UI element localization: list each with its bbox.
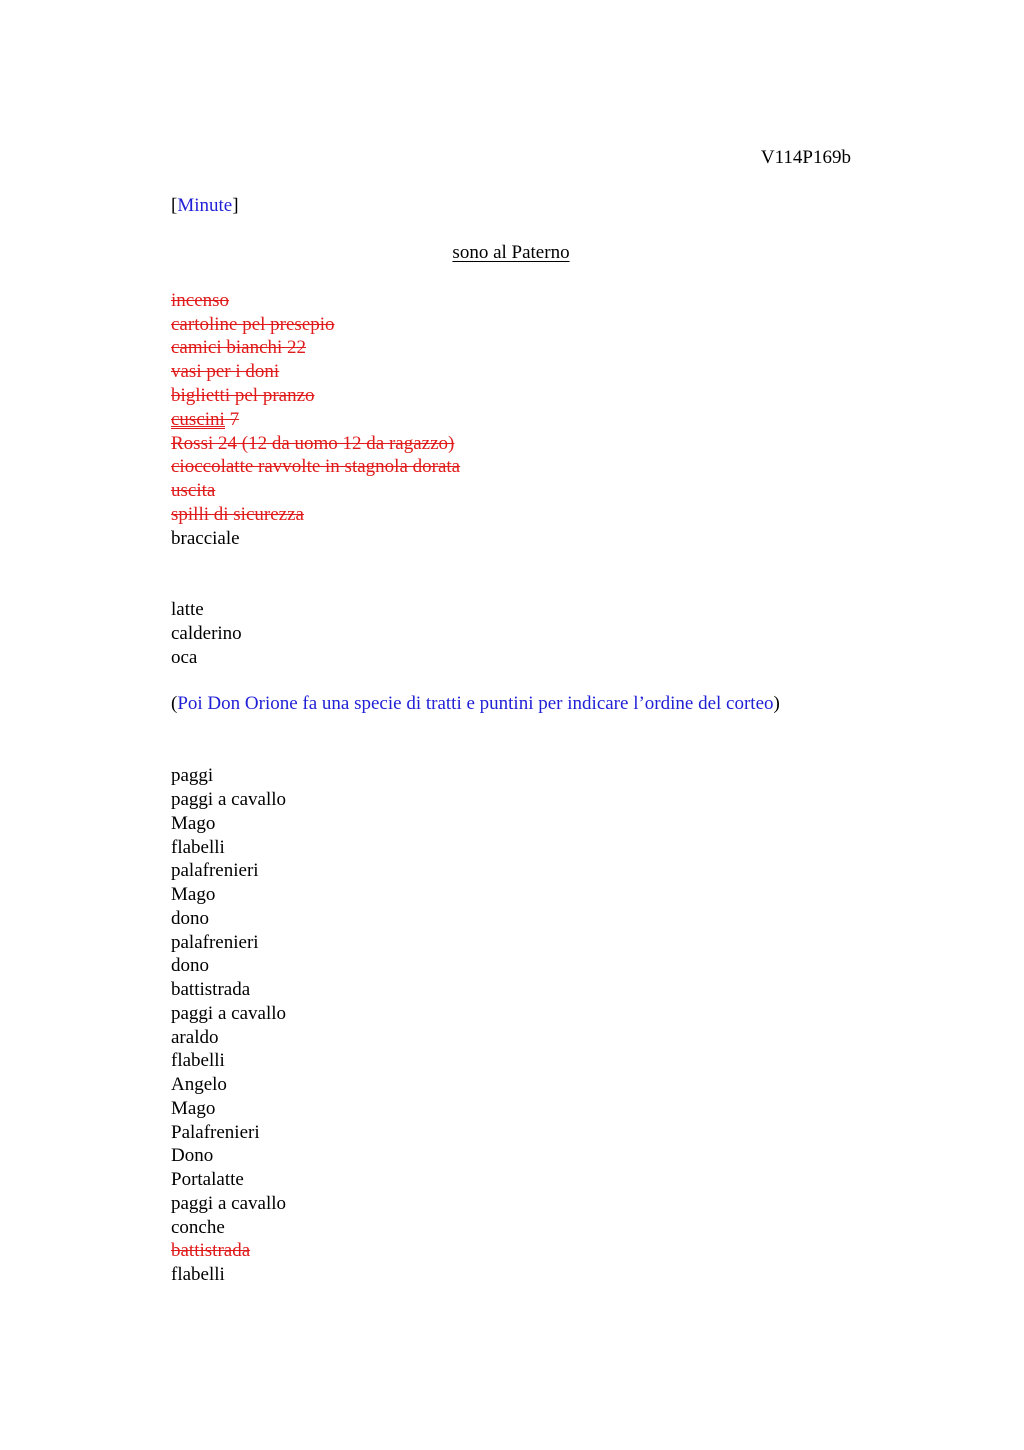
procession-item: dono — [171, 908, 209, 929]
procession-item: paggi a cavallo — [171, 1193, 287, 1214]
list-item-struck: incenso — [171, 290, 230, 311]
procession-item: Palafrenieri — [171, 1122, 260, 1143]
list-item-struck: Rossi 24 (12 da uomo 12 da ragazzo) — [171, 433, 455, 454]
procession-item: battistrada — [171, 979, 251, 1000]
list-item-struck: cartoline pel presepio — [171, 314, 335, 335]
editorial-note: (Poi Don Orione fa una specie di tratti e puntini per indicare l’ordine del corteo) — [171, 693, 780, 714]
list-item-struck: uscita — [171, 480, 216, 501]
procession-item: Mago — [171, 884, 216, 905]
procession-item: Dono — [171, 1145, 214, 1166]
list-item: oca — [171, 647, 198, 668]
procession-item: Angelo — [171, 1074, 227, 1095]
procession-item: paggi — [171, 765, 214, 786]
minute-label-text: Minute — [177, 195, 233, 216]
procession-item: paggi a cavallo — [171, 789, 287, 810]
editorial-note-text: Poi Don Orione fa una specie di tratti e puntini per indicare l’ordine del corteo — [177, 693, 774, 714]
procession-item: conche — [171, 1217, 225, 1238]
procession-item: paggi a cavallo — [171, 1003, 287, 1024]
procession-item: palafrenieri — [171, 860, 259, 881]
procession-item: palafrenieri — [171, 932, 259, 953]
procession-item: flabelli — [171, 837, 225, 858]
list-item-struck: cioccolatte ravvolte in stagnola dorata — [171, 456, 461, 477]
procession-item: flabelli — [171, 1050, 225, 1071]
procession-item: flabelli — [171, 1264, 225, 1285]
cuscini-text: cuscini — [171, 409, 225, 430]
list-item: bracciale — [171, 528, 240, 549]
procession-item: Portalatte — [171, 1169, 244, 1190]
list-item-struck: biglietti pel pranzo — [171, 385, 315, 406]
procession-item: dono — [171, 955, 209, 976]
document-reference: V114P169b — [760, 147, 851, 168]
list-item: latte — [171, 599, 204, 620]
list-item-struck-cuscini — [171, 408, 239, 432]
document-title-row — [171, 241, 851, 265]
procession-item: araldo — [171, 1027, 219, 1048]
document-page — [171, 0, 851, 1450]
procession-item: Mago — [171, 813, 216, 834]
list-item: calderino — [171, 623, 242, 644]
list-item-struck: spilli di sicurezza — [171, 504, 304, 525]
minute-label: [Minute] — [171, 195, 239, 216]
cuscini-count: 7 — [224, 409, 240, 430]
list-item-struck: camici bianchi 22 — [171, 337, 307, 358]
document-title: sono al Paterno — [452, 242, 570, 263]
procession-item-struck: battistrada — [171, 1240, 251, 1261]
procession-item: Mago — [171, 1098, 216, 1119]
list-item-struck: vasi per i doni — [171, 361, 280, 382]
